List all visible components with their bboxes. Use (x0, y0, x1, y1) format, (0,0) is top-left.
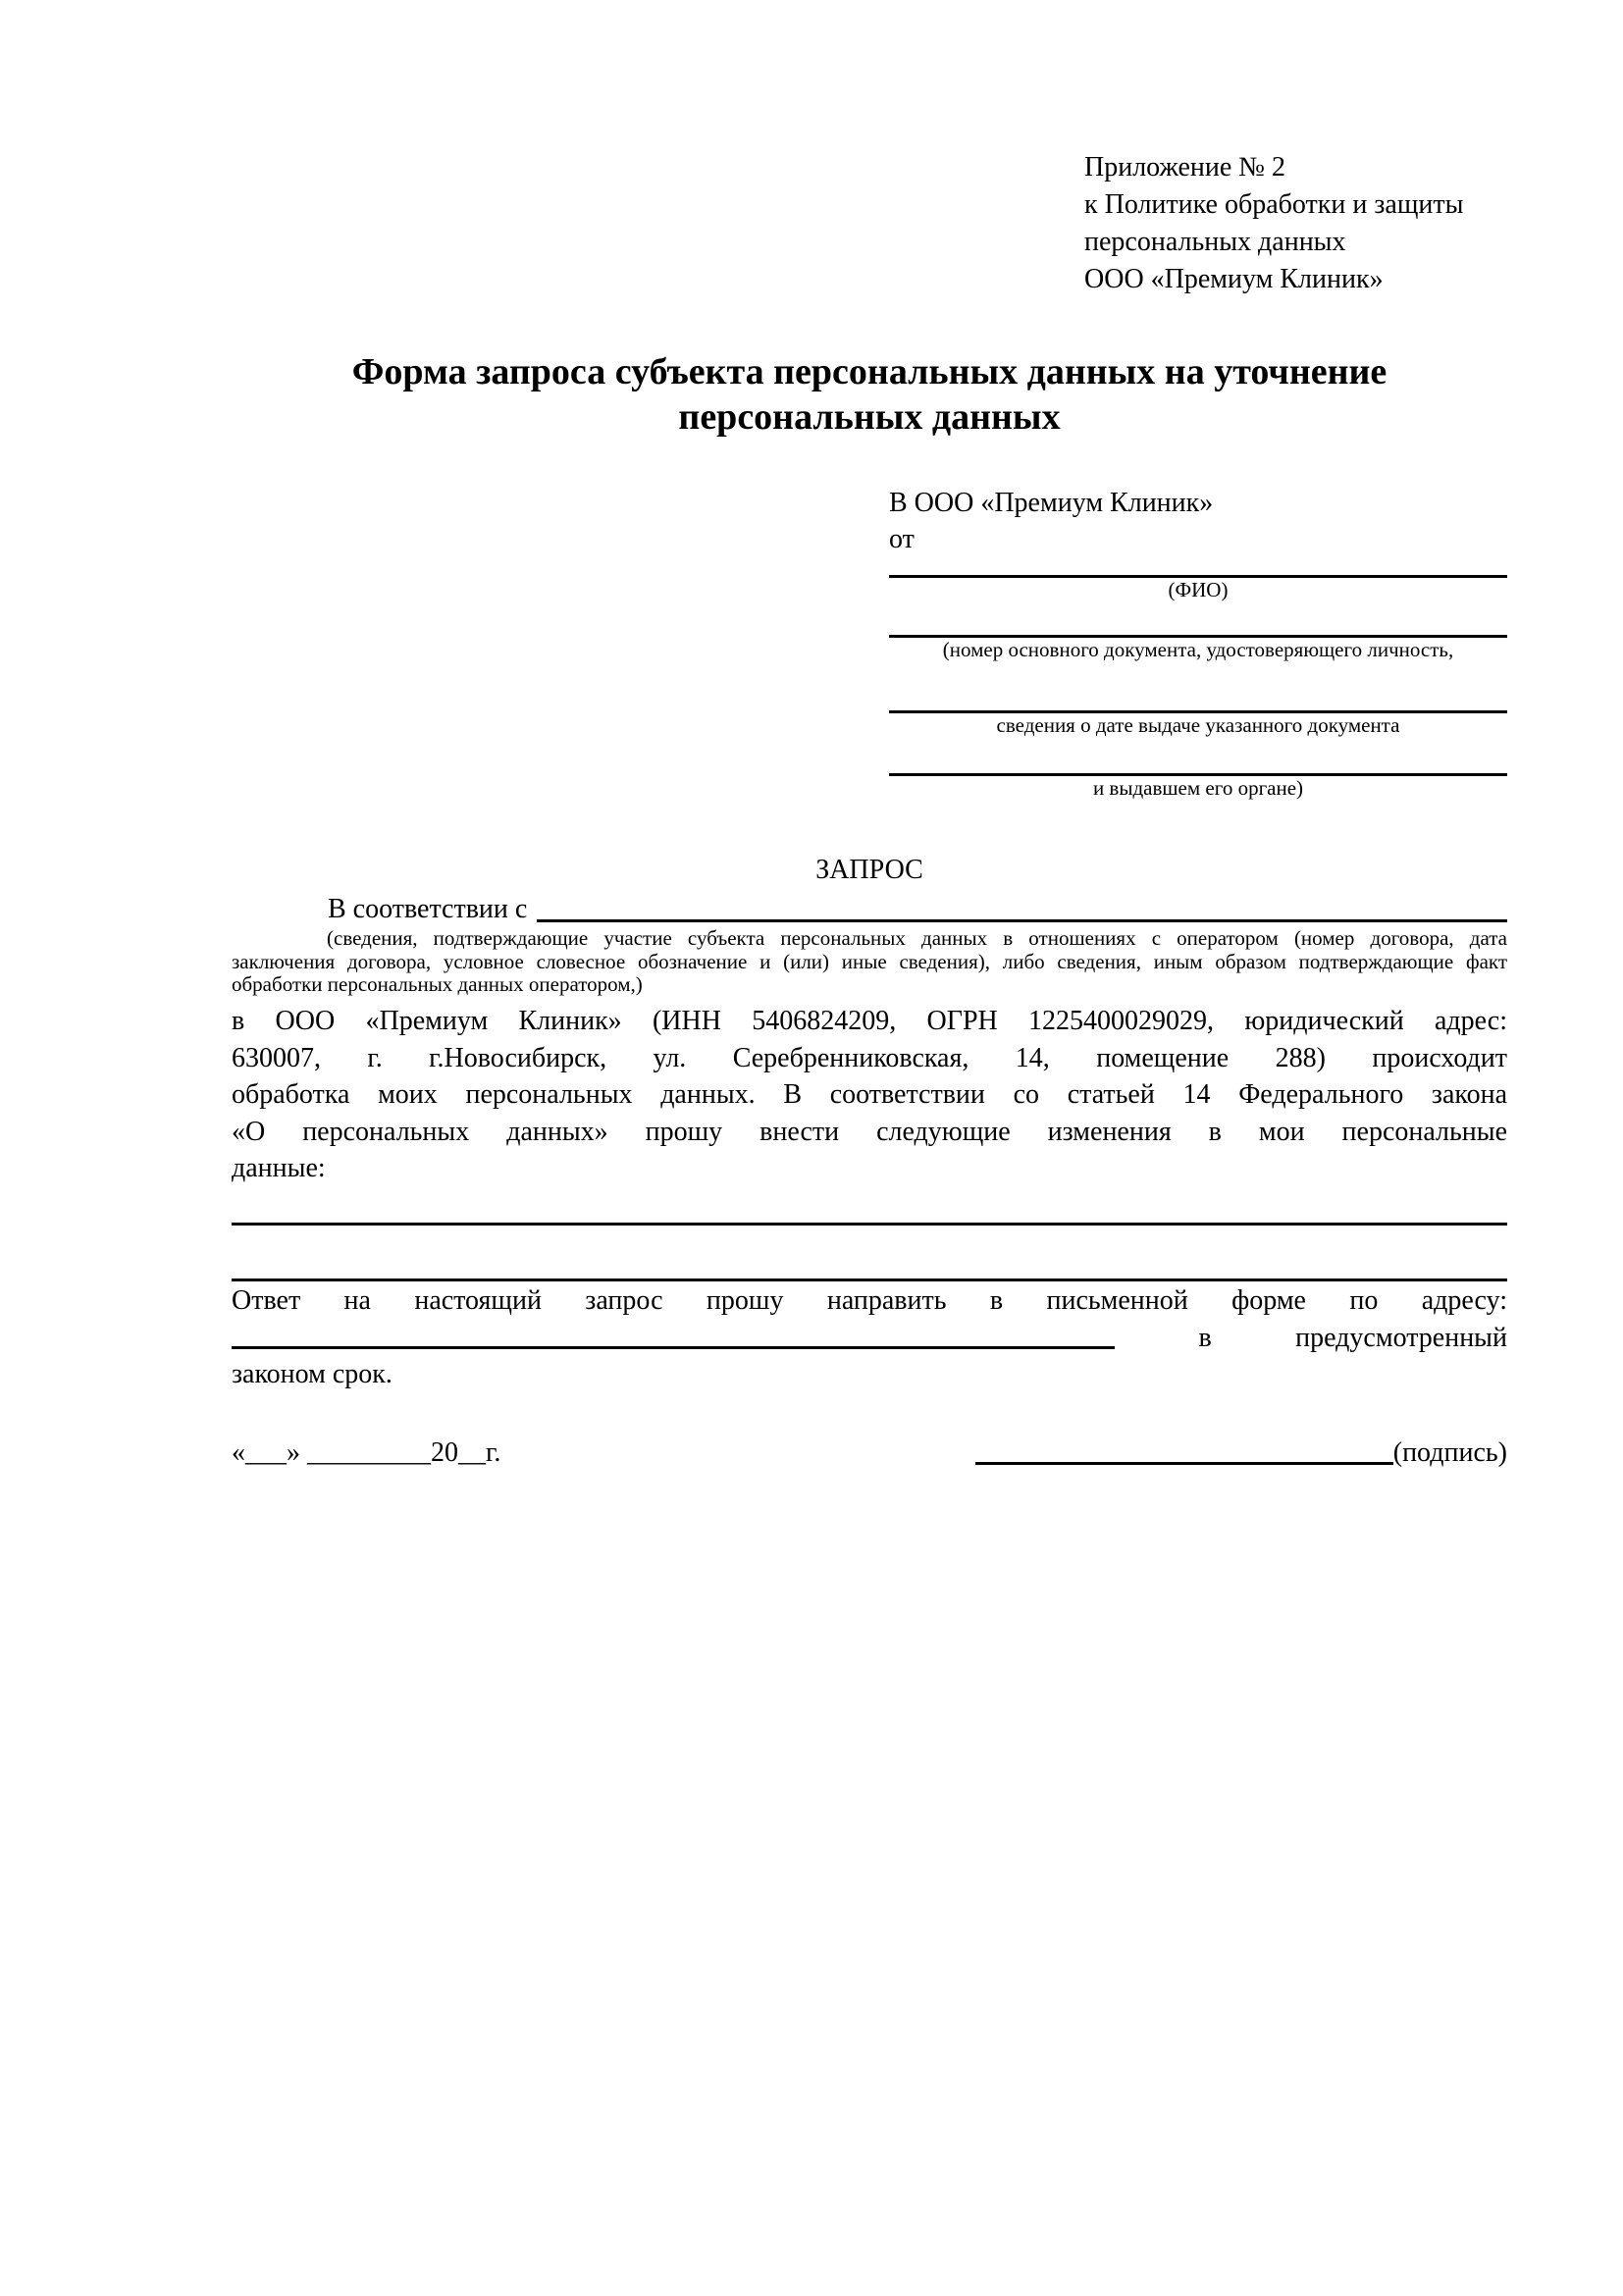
reply-line-1: Ответ на настоящий запрос прошу направить в письменной форме по адресу: (232, 1285, 1507, 1316)
footnote-line: обработки персональных данных оператором,) (232, 972, 643, 996)
accordance-blank-line (537, 891, 1507, 922)
signature-area (975, 1435, 1507, 1472)
title-line-1: Форма запроса субъекта персональных данных на уточнение (351, 351, 1387, 392)
body-line: «О персональных данных» прошу внести следующие изменения в мои персональные (232, 1116, 1507, 1147)
signature-caption: (подпись) (1392, 1437, 1507, 1468)
field-issue-date (889, 710, 1507, 737)
from-label: от (889, 524, 915, 554)
reply-line-3: законом срок. (232, 1359, 393, 1389)
accordance-prefix: В соответствии с (328, 894, 528, 924)
reply-line-2 (232, 1320, 1507, 1357)
addressee-organization: В ООО «Премиум Клиник» (889, 488, 1214, 518)
appendix-line: персональных данных (1084, 227, 1346, 257)
accordance-row (232, 891, 1507, 927)
footnote-line: (сведения, подтверждающие участие субъекта персональных данных в отношениях с оператором (номер договора, дата (327, 926, 1507, 950)
appendix-line: Приложение № 2 (1084, 152, 1285, 183)
body-paragraph (232, 1003, 1507, 1187)
field-fio (889, 575, 1507, 601)
changes-blank-line-1 (232, 1223, 1507, 1226)
field-issuing-authority (889, 773, 1507, 800)
date-blank: «___» _________20__г. (232, 1437, 501, 1468)
field-document-number-caption: (номер основного документа, удостоверяющего личность, (942, 638, 1454, 661)
footnote-paragraph (232, 927, 1507, 997)
footnote-line: заключения договора, условное словесное обозначение и (или) иные сведения), либо сведения, иным образом подтверждающие факт (232, 949, 1507, 973)
title-line-2: персональных данных (678, 396, 1061, 438)
body-line: 630007, г. г.Новосибирск, ул. Серебренниковская, 14, помещение 288) происходит (232, 1042, 1507, 1073)
changes-blank-line-2 (232, 1278, 1507, 1281)
document-title (232, 349, 1507, 440)
date-signature-row (232, 1435, 1507, 1472)
appendix-line: ООО «Премиум Клиник» (1084, 264, 1384, 294)
body-line: в ООО «Премиум Клиник» (ИНН 5406824209, ОГРН 1225400029029, юридический адрес: (232, 1006, 1507, 1036)
body-line: обработка моих персональных данных. В соответствии со статьей 14 Федерального закона (232, 1079, 1507, 1110)
field-document-number (889, 635, 1507, 661)
appendix-line: к Политике обработки и защиты (1084, 189, 1464, 220)
field-fio-caption: (ФИО) (1168, 578, 1229, 601)
reply-word-term: предусмотренный (1295, 1322, 1507, 1353)
field-issue-date-caption: сведения о дате выдаче указанного документа (996, 713, 1400, 737)
signature-blank-line (975, 1462, 1393, 1465)
body-line: данные: (232, 1153, 326, 1183)
request-heading: ЗАПРОС (815, 855, 923, 885)
field-issuing-authority-caption: и выдавшем его органе) (1092, 776, 1304, 800)
reply-address-blank-line (232, 1346, 1115, 1349)
reply-paragraph (232, 1282, 1507, 1393)
appendix-reference (1084, 149, 1463, 298)
reply-word-v: в (1198, 1322, 1212, 1353)
